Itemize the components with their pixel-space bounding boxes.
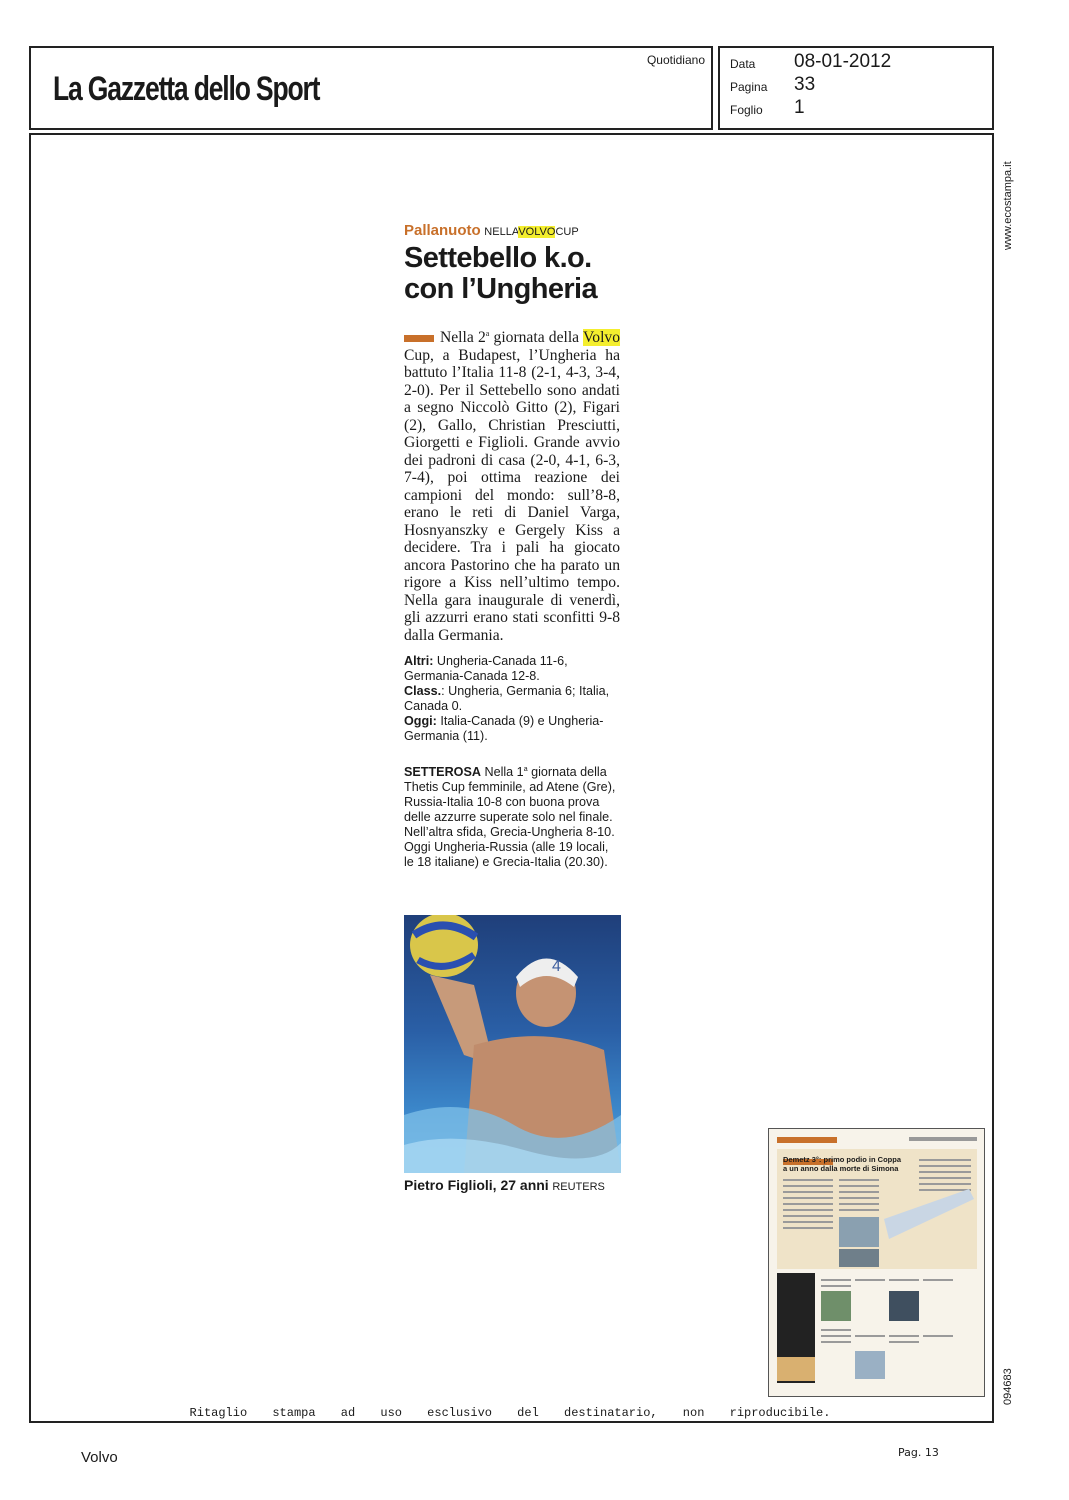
meta-label-pagina: Pagina [730,80,768,94]
thumbnail-headline-line-1: Demetz 3°: primo podio in Coppa [783,1155,902,1164]
article [404,222,620,870]
setterosa-note [404,762,620,870]
body-lead: Nella 2 [440,329,486,347]
note-oggi [404,714,620,744]
caption-credit: REUTERS [552,1181,605,1193]
masthead-box [29,46,713,130]
footer-brand: Volvo [81,1449,118,1466]
body-sup: a [485,329,490,338]
body-rest: Cup, a Budapest, l’Ungheria ha battuto l’Italia 11-8 (2-1, 4-3, 3-4, 2-0). Per il Settebello sono andati a segno Niccolò Gitto (2), Figari (2), Gallo, Christian Presciutti, Giorgetti e Figlioli. Grande avvio dei padroni di casa (2-0, 4-1, 6-3, 7-4), poi ottima reazione dei campioni del mondo: sull’8-8, erano le reti di Daniel Varga, Hosnyanszky e Gergely Kiss a decidere. Tra i pali ha giocato ancora Pastorino che ha parato un rigore a Kiss nell’ultimo tempo. Nella gara inaugurale di venerdì, gli azzurri erano stati sconfitti 9-8 dalla Germania. [404,346,620,644]
masthead-logo: La Gazzetta dello Sport [53,70,320,108]
results-notes [404,654,620,744]
page-thumbnail [768,1128,985,1397]
note-text: Italia-Canada (9) e Ungheria-Germania (11). [404,714,604,744]
note-class [404,684,620,714]
meta-label-foglio: Foglio [730,103,763,117]
lead-bar-icon [404,335,434,342]
meta-value-data: 08-01-2012 [794,51,892,72]
kicker-section: Pallanuoto [404,222,481,239]
body-after-sup: giornata della [489,329,584,347]
side-code-text: 094683 [1002,1368,1014,1405]
note-text: Ungheria-Canada 11-6, Germania-Canada 12-8. [404,654,568,684]
kicker-pre: NELLA [484,226,519,238]
article-headline [404,243,620,305]
headline-line-1: Settebello k.o. [404,242,592,274]
article-body [404,325,620,644]
meta-label-data: Data [730,57,756,71]
svg-text:4: 4 [552,958,561,975]
article-photo [404,915,621,1173]
disclaimer: Ritaglio stampa ad uso esclusivo del destinatario, non riproducibile. [189,1406,831,1420]
body-brand: Volvo [583,329,620,347]
meta-value-foglio: 1 [794,97,805,118]
note-label: Class. [404,684,442,699]
article-kicker [404,222,620,239]
setterosa-sup: a [523,766,528,774]
footer-page-number: Pag. 13 [898,1446,939,1459]
side-url-text: www.ecostampa.it [1002,161,1014,250]
headline-line-2: con l’Ungheria [404,273,598,305]
note-label: Oggi: [404,714,437,729]
note-altri [404,654,620,684]
note-label: Altri: [404,654,434,669]
caption-name: Pietro Figlioli, 27 anni [404,1177,549,1193]
setterosa-text: giornata della Thetis Cup femminile, ad Atene (Gre), Russia-Italia 10-8 con buona prova delle azzurre superate solo nel finale. Nell’altra sfida, Grecia-Ungheria 8-10. Oggi Ungheria-Russia (alle 19 locali, le 18 italiane) e Grecia-Italia (20.30). [404,765,616,870]
meta-box [718,46,994,130]
kicker-post: CUP [555,226,579,238]
thumbnail-headline-line-2: a un anno dalla morte di Simona [783,1163,899,1173]
meta-value-pagina: 33 [794,74,816,95]
note-text: : Ungheria, Germania 6; Italia, Canada 0. [404,684,610,714]
setterosa-label: SETTEROSA [404,765,481,780]
photo-caption [404,1177,605,1193]
periodicity-label: Quotidiano [646,53,705,67]
water-polo-player-image [404,915,621,1173]
setterosa-pre: Nella 1 [480,765,524,780]
kicker-brand: VOLVO [518,226,556,238]
side-code [1002,1365,1016,1405]
thumbnail-headline [783,1156,903,1173]
side-url [1002,150,1016,250]
